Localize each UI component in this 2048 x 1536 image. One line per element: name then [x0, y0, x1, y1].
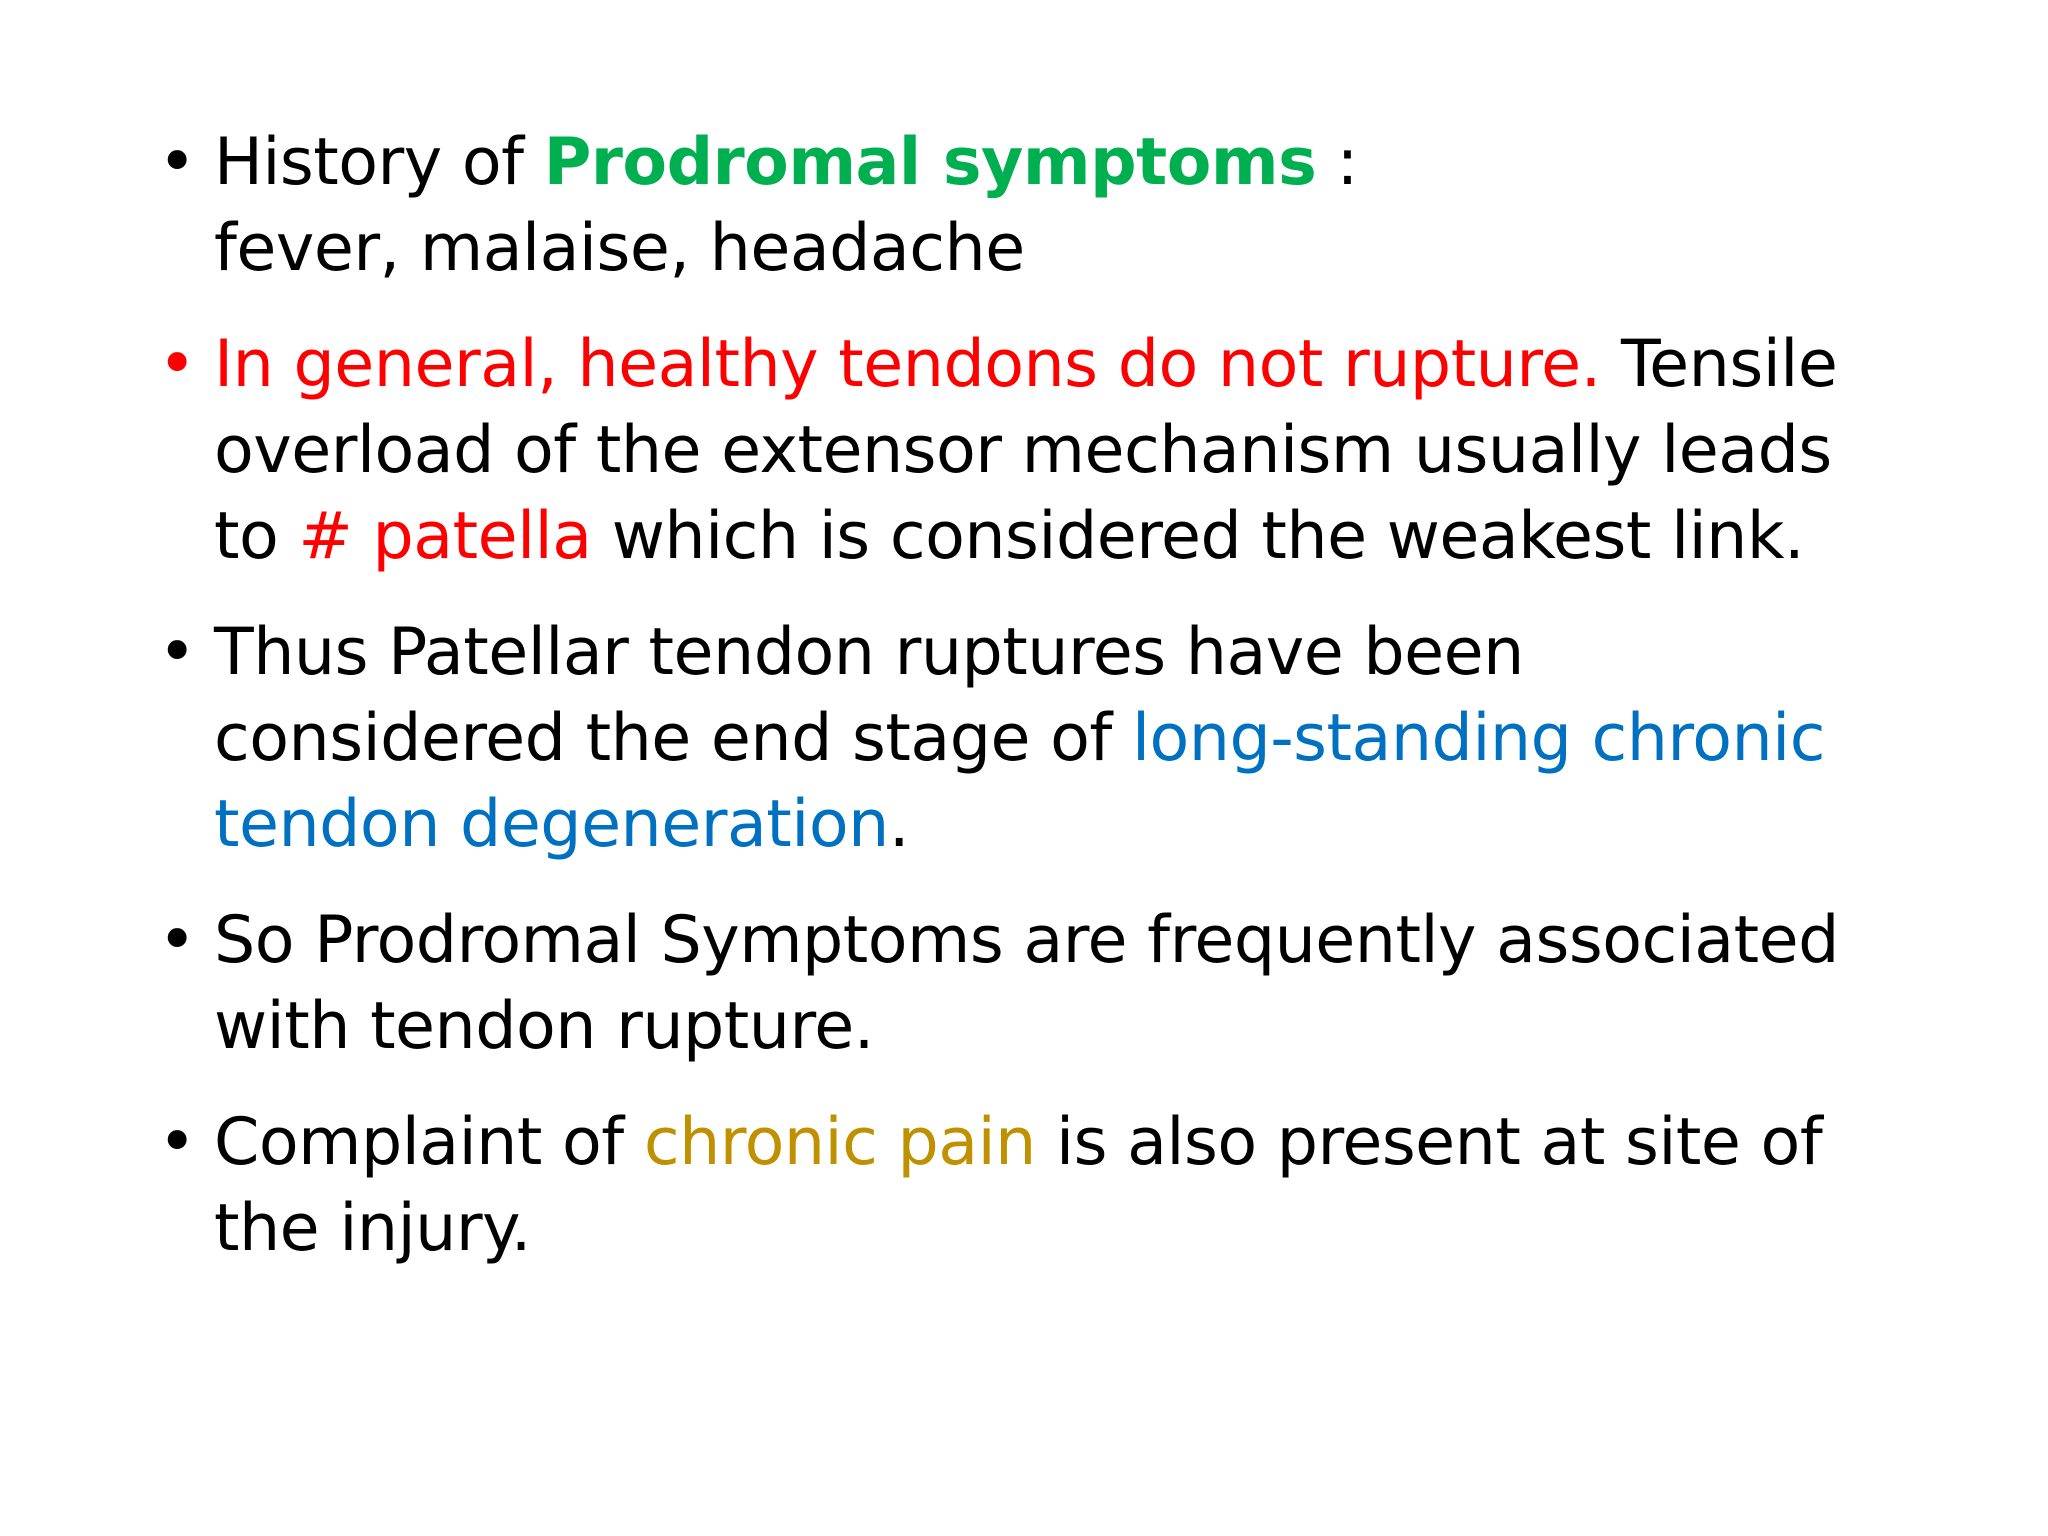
bullet-text: . — [888, 787, 909, 862]
bullet-line: Thus Patellar tendon ruptures have been — [214, 615, 1524, 690]
bullet-line — [214, 494, 1938, 580]
highlight-patella: # patella — [298, 499, 592, 574]
highlight-prodromal-symptoms: Prodromal symptoms — [543, 125, 1317, 200]
bullet-line — [214, 120, 1938, 206]
highlight-chronic-pain: chronic pain — [643, 1105, 1036, 1180]
bullet-line: the injury. — [214, 1191, 531, 1266]
bullet-dot: • — [158, 615, 196, 690]
bullet-text: considered the end stage of — [214, 701, 1132, 776]
bullet-line — [214, 322, 1938, 408]
bullet-prodromal-history — [158, 120, 1938, 292]
bullet-healthy-tendons — [158, 322, 1938, 580]
bullet-line: fever, malaise, headache — [214, 211, 1025, 286]
highlight-tendon-degeneration: tendon degeneration — [214, 787, 889, 862]
bullet-line — [214, 782, 1938, 868]
bullet-patellar-ruptures — [158, 610, 1938, 868]
highlight-chronic-degeneration: long-standing chronic — [1131, 701, 1825, 776]
bullet-text: to — [214, 499, 299, 574]
bullet-dot: • — [158, 327, 196, 402]
bullet-line — [214, 1100, 1938, 1186]
bullet-chronic-pain — [158, 1100, 1938, 1272]
bullet-text: Tensile — [1600, 327, 1838, 402]
bullet-dot: • — [158, 903, 196, 978]
bullet-dot: • — [158, 125, 196, 200]
bullet-line: with tendon rupture. — [214, 989, 874, 1064]
bullet-line: overload of the extensor mechanism usually leads — [214, 413, 1832, 488]
bullet-prodromal-association — [158, 898, 1938, 1070]
highlight-healthy-tendons: In general, healthy tendons do not rupture. — [214, 327, 1601, 402]
bullet-dot: • — [158, 1105, 196, 1180]
bullet-text: History of — [214, 125, 544, 200]
bullet-text: which is considered the weakest link. — [591, 499, 1805, 574]
bullet-text: Complaint of — [214, 1105, 644, 1180]
bullet-line — [214, 696, 1938, 782]
bullet-line: So Prodromal Symptoms are frequently associated — [214, 903, 1839, 978]
bullet-text: : — [1316, 125, 1358, 200]
bullet-text: is also present at site of — [1035, 1105, 1823, 1180]
bullet-list — [158, 120, 1938, 1302]
